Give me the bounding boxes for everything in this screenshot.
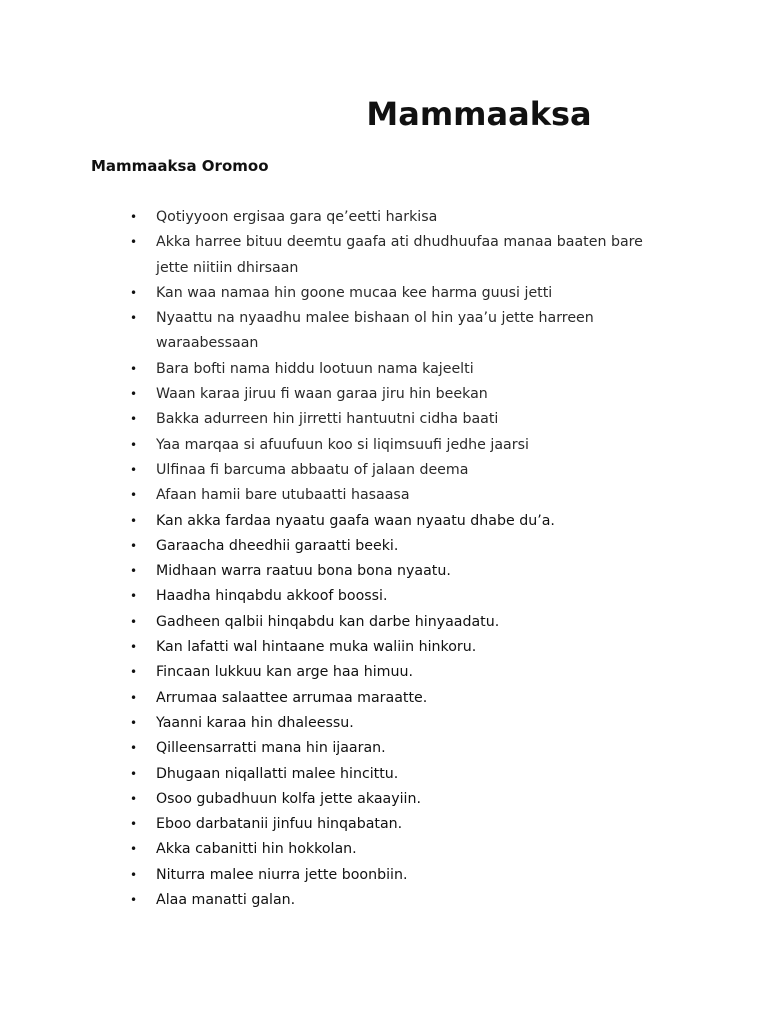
list-item — [0, 433, 768, 458]
list-item — [0, 559, 768, 584]
bullet-icon: • — [130, 538, 138, 553]
proverb-text: Qilleensarratti mana hin ijaaran. — [156, 740, 386, 757]
list-item — [0, 888, 768, 913]
list-item — [0, 534, 768, 559]
list-item — [0, 230, 768, 281]
bullet-icon: • — [130, 867, 138, 882]
bullet-icon: • — [130, 766, 138, 781]
bullet-icon: • — [130, 690, 138, 705]
proverb-text: Osoo gubadhuun kolfa jette akaayiin. — [156, 790, 422, 807]
list-item — [0, 762, 768, 787]
bullet-icon: • — [130, 462, 138, 477]
bullet-icon: • — [130, 311, 138, 326]
list-item — [0, 509, 768, 534]
bullet-icon: • — [130, 210, 138, 224]
proverb-text: Akka cabanitti hin hokkolan. — [156, 841, 357, 858]
bullet-icon: • — [130, 285, 138, 300]
bullet-icon: • — [130, 387, 138, 402]
list-item — [0, 306, 768, 357]
list-item — [0, 837, 768, 862]
bullet-icon: • — [130, 640, 138, 655]
list-item — [0, 407, 768, 432]
bullet-icon: • — [130, 665, 138, 680]
list-item — [0, 787, 768, 812]
list-item — [0, 281, 768, 306]
proverb-text: Yaa marqaa si afuufuun koo si liqimsuufi jedhe jaarsi — [156, 436, 529, 453]
proverb-text: Arrumaa salaattee arrumaa maraatte. — [156, 689, 428, 706]
proverb-text: Gadheen qalbii hinqabdu kan darbe hinyaadatu. — [156, 613, 500, 630]
proverb-text: Garaacha dheedhii garaatti beeki. — [156, 537, 399, 554]
list-item — [0, 736, 768, 761]
proverb-text: Nyaattu na nyaadhu malee bishaan ol hin yaa’u jette harreen waraabessaan — [156, 310, 594, 352]
bullet-icon: • — [130, 437, 138, 452]
bullet-icon: • — [130, 893, 138, 908]
list-item — [0, 458, 768, 483]
proverb-text: Bakka adurreen hin jirretti hantuutni cidha baati — [156, 411, 499, 428]
bullet-icon: • — [130, 412, 138, 427]
bullet-icon: • — [130, 589, 138, 604]
list-item — [0, 610, 768, 635]
proverb-text: Waan karaa jiruu fi waan garaa jiru hin beekan — [156, 386, 488, 403]
bullet-icon: • — [130, 513, 138, 528]
proverb-text: Alaa manatti galan. — [156, 892, 296, 909]
proverb-text: Ulfinaa fi barcuma abbaatu of jalaan deema — [156, 461, 469, 478]
proverb-text: Kan akka fardaa nyaatu gaafa waan nyaatu dhabe du’a. — [156, 512, 555, 529]
bullet-icon: • — [130, 564, 138, 579]
proverb-text: Kan waa namaa hin goone mucaa kee harma guusi jetti — [156, 284, 553, 301]
bullet-icon: • — [130, 715, 138, 730]
proverb-text: Fincaan lukkuu kan arge haa himuu. — [156, 664, 413, 681]
list-item — [0, 635, 768, 660]
proverb-text: Afaan hamii bare utubaatti hasaasa — [156, 487, 410, 504]
bullet-icon: • — [130, 817, 138, 832]
title-area — [0, 0, 768, 140]
list-item — [0, 483, 768, 508]
proverb-text: Kan lafatti wal hintaane muka waliin hinkoru. — [156, 639, 477, 656]
proverb-text: Eboo darbatanii jinfuu hinqabatan. — [156, 816, 403, 833]
proverb-text: Yaanni karaa hin dhaleessu. — [156, 714, 354, 731]
list-item — [0, 812, 768, 837]
list-item — [0, 660, 768, 685]
proverb-text: Akka harree bituu deemtu gaafa ati dhudhuufaa manaa baaten bare jette niitiin dhirsaan — [156, 234, 643, 276]
page-title: Mammaaksa — [366, 95, 592, 133]
list-item — [0, 686, 768, 711]
list-item — [0, 205, 768, 230]
bullet-icon: • — [130, 361, 138, 376]
proverb-text: Dhugaan niqallatti malee hincittu. — [156, 765, 399, 782]
bullet-icon: • — [130, 741, 138, 756]
bullet-icon: • — [130, 791, 138, 806]
proverb-list — [0, 205, 768, 913]
list-item — [0, 357, 768, 382]
proverb-text: Niturra malee niurra jette boonbiin. — [156, 866, 408, 883]
bullet-icon: • — [130, 842, 138, 857]
list-item — [0, 711, 768, 736]
list-item — [0, 584, 768, 609]
proverb-text: Midhaan warra raatuu bona bona nyaatu. — [156, 563, 451, 580]
section-heading: Mammaaksa Oromoo — [91, 157, 269, 175]
proverb-text: Bara bofti nama hiddu lootuun nama kajeelti — [156, 360, 474, 377]
list-item — [0, 863, 768, 888]
bullet-icon: • — [130, 488, 138, 503]
bullet-icon: • — [130, 614, 138, 629]
bullet-icon: • — [130, 235, 138, 250]
proverb-text: Qotiyyoon ergisaa gara qe’eetti harkisa — [156, 209, 438, 225]
proverb-text: Haadha hinqabdu akkoof boossi. — [156, 588, 388, 605]
list-item — [0, 382, 768, 407]
